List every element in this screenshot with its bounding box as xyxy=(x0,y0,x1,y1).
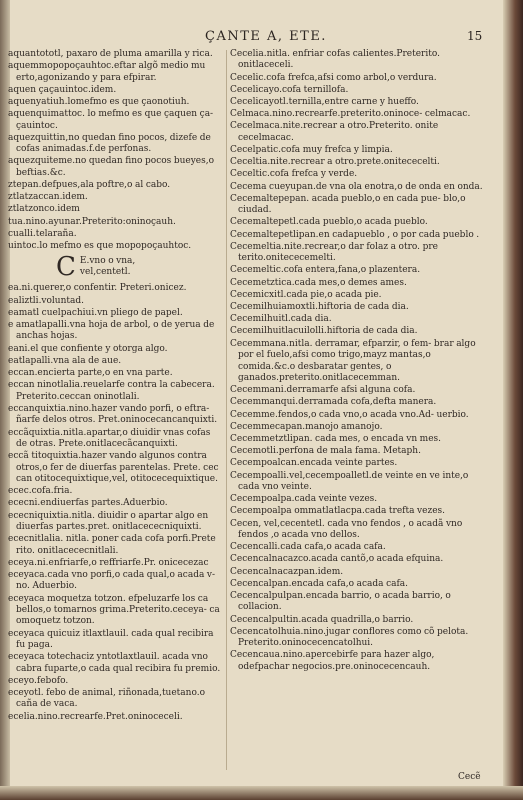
dictionary-entry: Cecemaltepetlipan.en cadapueblo , o por cada pueblo . xyxy=(230,229,480,240)
dictionary-entry: ztlatzaccan.idem. xyxy=(8,192,88,203)
dictionary-entry: aquemmopopoçauhtoc.eftar algõ medio mu erto,agonizando y para efpirar. xyxy=(8,61,206,83)
dictionary-entry: uintoc.lo mefmo es que mopopoçauhtoc. xyxy=(8,241,192,252)
dictionary-entry: eceyaca totechaciz yntotlaxtlauil. acada vno cabra fuparte,o cada qual recibira fu premio. xyxy=(8,652,221,674)
dictionary-entry: Cecema cueyupan.de vna ola enotra,o de onda en onda. xyxy=(230,181,483,192)
dictionary-entry: Cecelmaca.nite.recrear a otro.Preterito. onite cecelmacac. xyxy=(230,121,439,143)
running-head: ÇANTE A, ETE. xyxy=(205,29,327,44)
dictionary-entry: ztepan.defpues,ala poftre,o al cabo. xyxy=(8,180,171,191)
dictionary-entry: aquenyatiuh.lomefmo es que çaonotiuh. xyxy=(8,97,190,108)
dictionary-entry: Cecemmani.derramarfe afsi alguna cofa. xyxy=(230,385,416,396)
dictionary-entry: ecelia.nino.recrearfe.Pret.oninoceceli. xyxy=(8,711,183,722)
left-entries-top xyxy=(8,49,223,252)
page-edge-right xyxy=(503,0,523,800)
dictionary-entry: Cecelpatic.cofa muy frefca y limpia. xyxy=(230,145,393,156)
dictionary-entry: cualli.telaraña. xyxy=(8,228,77,239)
dictionary-entry: Cecencalpultin.acada quadrilla,o barrio. xyxy=(230,614,414,625)
dictionary-entry: ececnitlalia. nitla. poner cada cofa porfi.Prete rito. onitlacececnitlali. xyxy=(8,534,216,556)
dictionary-entry: eceya.ni.enfriarfe,o reffriarfe.Pr. onicecezac xyxy=(8,557,209,568)
dictionary-entry: Cecelia.nitla. enfriar cofas calientes.Preterito. onitlaceceli. xyxy=(230,49,440,71)
dictionary-entry: Cecemmetztlipan. cada mes, o encada vn mes. xyxy=(230,433,442,444)
dictionary-entry: Cecemeltic.cofa entera,fana,o plazentera. xyxy=(230,265,421,276)
dictionary-entry: ececniquixtia.nitla. diuidir o apartar algo en diuerfas partes.pret. onitlacececniquixti. xyxy=(8,510,209,532)
drop-cap-lines xyxy=(80,256,135,279)
dictionary-entry: Cecencalli.cada cafa,o acada cafa. xyxy=(230,542,386,553)
dictionary-entry: eceyotl. febo de animal, riñonada,tuetano.o caña de vaca. xyxy=(8,688,206,710)
dictionary-entry: eccan ninotlalia.reuelarfe contra la cabecera. Preterito.ceccan oninotlali. xyxy=(8,380,215,402)
dictionary-entry: aquenquimattoc. lo mefmo es que çaquen ça- çauintoc. xyxy=(8,109,214,131)
dictionary-entry: Cecemilhuitlacuilolli.hiftoria de cada dia. xyxy=(230,326,418,337)
dictionary-entry: tua.nino.ayunar.Preterito:oninoçauh. xyxy=(8,216,176,227)
dictionary-entry: Cecencatolhuia.nino.jugar conflores como cõ pelota. Preterito.oninocecencatolhui. xyxy=(230,626,469,649)
dictionary-entry: ealiztli.voluntad. xyxy=(8,295,85,306)
dictionary-entry: Cecelic.cofa frefca,afsi como arbol,o verdura. xyxy=(230,72,437,83)
dictionary-entry: Cecelicayo.cofa ternillofa. xyxy=(230,84,349,95)
dictionary-entry: aquen çaçauintoc.idem. xyxy=(8,84,117,95)
page-edge-bottom xyxy=(0,786,523,800)
dictionary-entry: Cecencalnacazpan.idem. xyxy=(230,566,344,577)
dictionary-entry: eatlapalli.vna ala de aue. xyxy=(8,355,122,366)
dictionary-entry: aquezquiteme.no quedan fino pocos bueyes,o beftias.&c. xyxy=(8,156,215,178)
right-entries xyxy=(230,49,488,673)
dictionary-entry: Cecemmecapan.manojo amanojo. xyxy=(230,421,383,432)
catchword: Cecẽ xyxy=(458,772,481,782)
dictionary-entry: ea.ni.querer,o confentir. Preteri.onicez. xyxy=(8,283,187,294)
drop-cap-line: vel,centetl. xyxy=(79,267,131,278)
dictionary-entry: ecec.cofa.fria. xyxy=(8,486,73,497)
dictionary-entry: Cecencaua.nino.apercebirfe para hazer algo, odefpachar negocios.pre.oninocecencauh. xyxy=(230,650,435,672)
dictionary-entry: eccã titoquixtia.hazer vando algunos contra otros,o fer de diuerfas parentelas. Prete. cec can otitocequixtique,vel, otitocecequixtique. xyxy=(8,451,219,484)
drop-cap-line: E.vno o vna, xyxy=(79,256,136,267)
dictionary-entry: Ceceltia.nite.recrear a otro.prete.onitececelti. xyxy=(230,157,440,168)
dictionary-entry: Cecencalpan.encada cafa,o acada cafa. xyxy=(230,578,409,589)
dictionary-entry: Cecemaltepepan. acada pueblo,o en cada pue- blo,o ciudad. xyxy=(230,193,466,216)
dictionary-entry: Cecemetztica.cada mes,o demes ames. xyxy=(230,277,407,288)
dictionary-entry: eani.el que confiente y otorga algo. xyxy=(8,343,168,354)
dictionary-entry: Cecemme.fendos,o cada vno,o acada vno.Ad- uerbio. xyxy=(230,409,469,420)
dictionary-entry: Cecempoalpa.cada veinte vezes. xyxy=(230,494,378,505)
dictionary-entry: eccanquixtia.nino.hazer vando porfi, o eftra- ñarfe delos otros. Pret.oninocecancanquixti. xyxy=(8,403,218,426)
dictionary-entry: Cecelicayotl.ternilla,entre carne y hueffo. xyxy=(230,97,419,108)
dictionary-entry: eceyo.febofo. xyxy=(8,675,69,686)
dictionary-entry: Cecencalpulpan.encada barrio, o acada barrio, o collacion. xyxy=(230,590,451,613)
left-column xyxy=(8,49,223,779)
dictionary-entry: Cecemmanqui.derramada cofa,defta manera. xyxy=(230,397,437,408)
page-header xyxy=(0,29,523,47)
right-column xyxy=(230,49,488,779)
section-initial xyxy=(56,252,223,283)
dictionary-entry: Cecemicxitl.cada pie,o acada pie. xyxy=(230,289,382,300)
dictionary-entry: aquantototl, paxaro de pluma amarilla y rica. xyxy=(8,49,213,59)
dictionary-entry: Cecemotli.perfona de mala fama. Metaph. xyxy=(230,446,421,457)
dictionary-entry: eceyaca quicuiz itlaxtlauil. cada qual recibira fu paga. xyxy=(8,628,214,650)
dictionary-entry: Cecen, vel,cecentetl. cada vno fendos , o acadã vno fendos ,o acada vno dellos. xyxy=(230,518,463,540)
dictionary-entry: Cecemilhuiamoxtli.hiftoria de cada dia. xyxy=(230,302,409,313)
dictionary-entry: eceyaca moquetza totzon. efpeluzarfe los ca bellos,o tomarnos grima.Preterito.ceceya- ca omoquetz totzon. xyxy=(8,593,220,627)
dictionary-entry: Cecencalnacazco.acada cantõ,o acada efquina. xyxy=(230,554,444,565)
dictionary-entry: Cecemaltepetl.cada pueblo,o acada pueblo. xyxy=(230,217,428,228)
drop-cap-letter: C xyxy=(56,252,76,283)
dictionary-entry: Cecemilhuitl.cada dia. xyxy=(230,314,332,325)
dictionary-entry: Celmaca.nino.recrearfe.preterito.oninoce- celmacac. xyxy=(230,109,471,120)
dictionary-entry: eccãquixtia.nitla.apartar,o diuidir vnas cofas de otras. Prete.onitlacecãcanquixti. xyxy=(8,427,211,449)
dictionary-entry: Cecempoalpa ommatlatlacpa.cada trefta vezes. xyxy=(230,506,445,517)
dictionary-entry: Cecemeltia.nite.recrear,o dar folaz a otro. pre terito.onitececemelti. xyxy=(230,241,438,264)
dictionary-entry: ztlatzonco.idem xyxy=(8,204,80,215)
dictionary-entry: ececni.endiuerfas partes.Aduerbio. xyxy=(8,498,168,509)
column-divider xyxy=(226,50,227,770)
dictionary-entry: Cecempoalcan.encada veinte partes. xyxy=(230,458,398,469)
dictionary-entry: Ceceltic.cofa frefca y verde. xyxy=(230,169,358,180)
dictionary-entry: Cecemmana.nitla. derramar, efparzir, o fem- brar algo por el fuelo,afsi como trigo,mayz mantas,o comida.&c.o desbaratar gentes, o ganados.preterito.onitlacecemman. xyxy=(230,338,476,383)
dictionary-entry: eamatl cuelpachiui.vn pliego de papel. xyxy=(8,307,183,318)
dictionary-entry: Cecempoalli.vel,cecempoalletl.de veinte en ve inte,o cada vno veinte. xyxy=(230,470,469,492)
left-entries-bottom xyxy=(8,283,223,723)
dictionary-entry: aquezquittin,no quedan fino pocos, dizefe de cofas animadas.f.de perfonas. xyxy=(8,132,211,155)
dictionary-entry: eccan.encierta parte,o en vna parte. xyxy=(8,368,173,379)
dictionary-entry: e amatlapalli.vna hoja de arbol, o de yerua de anchas hojas. xyxy=(8,320,215,342)
folio-number: 15 xyxy=(467,29,483,43)
dictionary-entry: eceyaca.cada vno porfi,o cada qual,o acada v- no. Aduerbio. xyxy=(8,569,216,592)
